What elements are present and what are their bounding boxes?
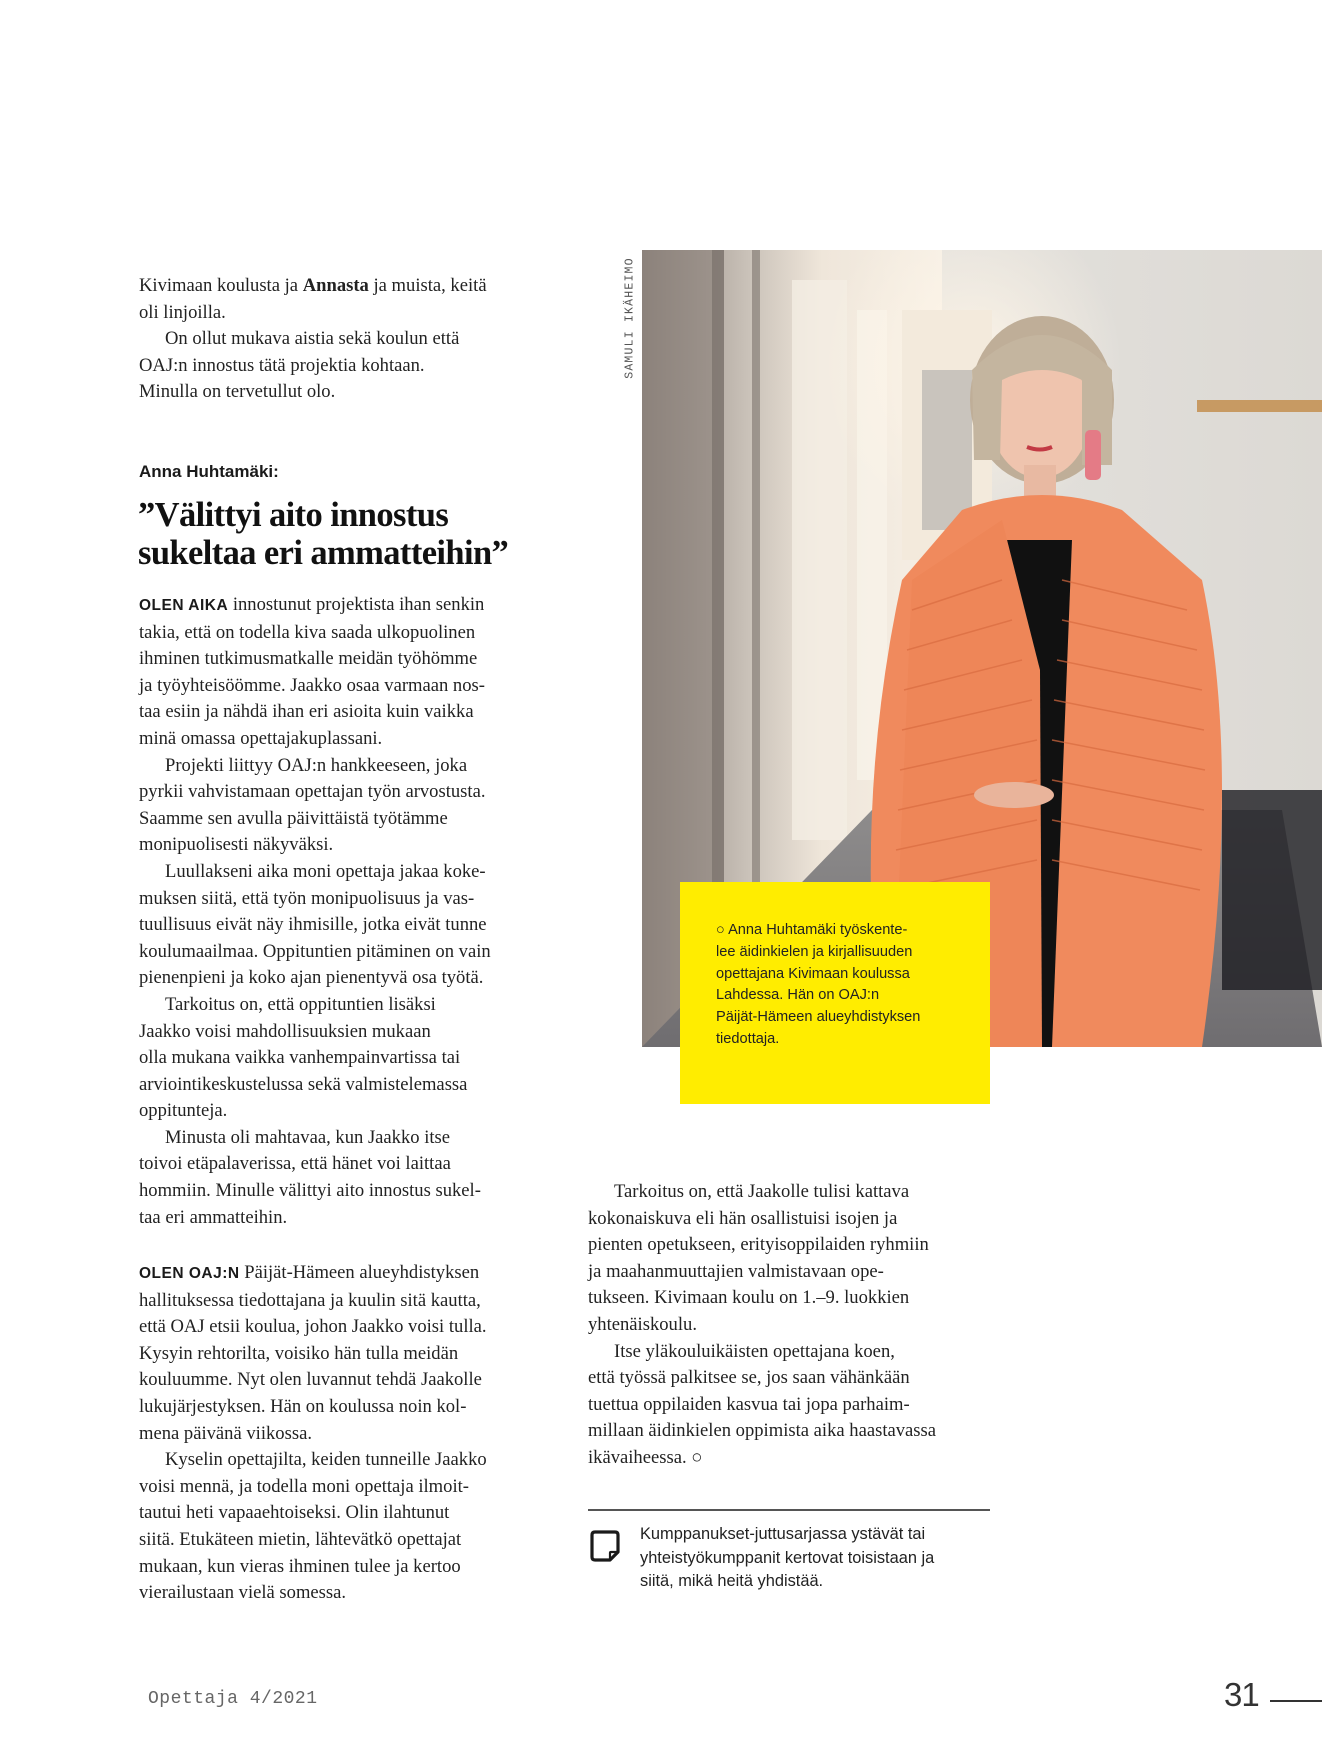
line-text: takia, että on todella kiva saada ulkopuolinen [139, 621, 476, 643]
body-line [588, 1312, 936, 1339]
body-line [139, 832, 491, 859]
line-text: ja maahanmuuttajien valmistavaan ope- [588, 1260, 884, 1282]
line-text: pyrkii vahvistamaan opettajan työn arvostusta. [139, 781, 486, 803]
body-line [588, 1259, 936, 1286]
body-line [588, 1339, 936, 1366]
body-line [139, 1178, 491, 1205]
byline: Anna Huhtamäki: [139, 462, 279, 481]
body-line [139, 1500, 487, 1527]
intro-line: OAJ:n innostus tätä projektia kohtaan. [139, 354, 425, 376]
line-text: lukujärjestyksen. Hän on koulussa noin kol- [139, 1395, 467, 1417]
body-line [139, 1260, 487, 1288]
line-text: monipuolisesti näkyväksi. [139, 834, 334, 856]
body-line [139, 1447, 487, 1474]
section-1-text [139, 592, 491, 1231]
line-text: Jaakko voisi mahdollisuuksien mukaan [139, 1020, 431, 1042]
photo-caption [716, 920, 978, 1051]
intro-line: oli linjoilla. [139, 301, 226, 323]
line-text: vierailustaan vielä somessa. [139, 1582, 347, 1604]
text-span: ja muista, keitä [368, 275, 487, 296]
note-line: siitä, mikä heitä yhdistää. [640, 1572, 824, 1591]
page-number-rule [1270, 1700, 1322, 1702]
body-line [139, 1098, 491, 1125]
caption-line: lee äidinkielen ja kirjallisuuden [716, 943, 913, 960]
body-line [588, 1365, 936, 1392]
body-line [139, 779, 491, 806]
body-line [139, 992, 491, 1019]
body-line [139, 1019, 491, 1046]
body-line [139, 726, 491, 753]
line-text: Saamme sen avulla päivittäistä työtämme [139, 807, 448, 829]
intro-line: Minulla on tervetullut olo. [139, 381, 336, 403]
line-text: oppitunteja. [139, 1100, 228, 1122]
line-text: olla mukana vaikka vanhempainvartissa tai [139, 1047, 461, 1069]
note-icon [590, 1530, 620, 1562]
body-line [588, 1392, 936, 1419]
line-text: Projekti liittyy OAJ:n hankkeeseen, joka [165, 754, 468, 776]
body-line [139, 1341, 487, 1368]
body-line [139, 912, 491, 939]
line-text: arviointikeskustelussa sekä valmistelemassa [139, 1073, 468, 1095]
body-line [139, 1527, 487, 1554]
body-line [139, 1554, 487, 1581]
line-text: että työssä palkitsee se, jos saan vähänkään [588, 1367, 910, 1389]
headline [138, 496, 508, 572]
section-2-text [139, 1260, 487, 1607]
body-line [139, 1205, 491, 1232]
body-line [139, 1072, 491, 1099]
note-line: Kumppanukset-juttusarjassa ystävät tai [640, 1525, 926, 1543]
line-text: siitä. Etukäteen mietin, lähtevätkö opettajat [139, 1528, 462, 1550]
body-line [139, 592, 491, 620]
body-line [588, 1285, 936, 1312]
line-text: taa esiin ja nähdä ihan eri asioita kuin vaikka [139, 701, 474, 723]
line-text: Itse yläkouluikäisten opettajana koen, [614, 1340, 895, 1362]
paragraph-lead: OLEN OAJ:N [139, 1265, 240, 1282]
body-line [139, 1288, 487, 1315]
line-text: ihminen tutkimusmatkalle meidän työhömme [139, 648, 478, 670]
line-text: kouluumme. Nyt olen luvannut tehdä Jaakolle [139, 1369, 482, 1391]
body-line [588, 1232, 936, 1259]
line-text: hommiin. Minulle välittyi aito innostus sukel- [139, 1180, 481, 1202]
body-line [588, 1445, 936, 1472]
line-text: tukseen. Kivimaan koulu on 1.–9. luokkien [588, 1287, 910, 1309]
caption-line: ○ Anna Huhtamäki työskente- [716, 922, 908, 938]
line-text: mukaan, kun vieras ihminen tulee ja kertoo [139, 1555, 461, 1577]
line-text: pienten opetukseen, erityisoppilaiden ryhmiin [588, 1234, 929, 1256]
line-text: taa eri ammatteihin. [139, 1206, 288, 1228]
body-line [139, 699, 491, 726]
line-text: minä omassa opettajakuplassani. [139, 727, 383, 749]
intro-line [139, 273, 487, 300]
line-text: että OAJ etsii koulua, johon Jaakko voisi tulla. [139, 1316, 487, 1338]
body-line [139, 673, 491, 700]
body-line [139, 1421, 487, 1448]
body-line [588, 1418, 936, 1445]
line-text: toivoi etäpalaverissa, että hänet voi laittaa [139, 1153, 451, 1175]
magazine-issue: Opettaja 4/2021 [148, 1689, 318, 1709]
intro-line: On ollut mukava aistia sekä koulun että [165, 328, 460, 350]
body-line [139, 1580, 487, 1607]
line-text: innostunut projektista ihan senkin [228, 594, 485, 615]
photo-credit [622, 250, 638, 385]
series-note [640, 1523, 934, 1594]
body-line [139, 939, 491, 966]
photo-credit-text: SAMULI IKÄHEIMO [623, 256, 637, 379]
body-line [588, 1179, 936, 1206]
line-text: ikävaiheessa. ○ [588, 1446, 703, 1468]
body-line [139, 859, 491, 886]
section-3-text [588, 1179, 936, 1472]
page-number: 31 [1224, 1676, 1259, 1713]
text-span: Kivimaan koulusta ja [139, 275, 303, 296]
bold-name: Annasta [302, 275, 369, 296]
body-line [139, 1045, 491, 1072]
body-line [139, 1394, 487, 1421]
body-line [139, 646, 491, 673]
line-text: Kyselin opettajilta, keiden tunneille Jaakko [165, 1449, 487, 1471]
headline-line: sukeltaa eri ammatteihin” [138, 534, 509, 572]
body-line [139, 886, 491, 913]
line-text: millaan äidinkielen oppimista aika haastavassa [588, 1420, 937, 1442]
body-line [139, 965, 491, 992]
divider [588, 1509, 990, 1511]
body-line [139, 620, 491, 647]
note-line: yhteistyökumppanit kertovat toisistaan ja [640, 1548, 935, 1567]
line-text: tuullisuus eivät näy ihmisille, jotka eivät tunne [139, 914, 487, 936]
line-text: tautui heti vapaaehtoiseksi. Olin ilahtunut [139, 1502, 450, 1524]
line-text: Kysyin rehtorilta, voisiko hän tulla meidän [139, 1342, 459, 1364]
caption-line: tiedottaja. [716, 1030, 780, 1047]
caption-line: Päijät-Hämeen alueyhdistyksen [716, 1009, 921, 1026]
line-text: tuettua oppilaiden kasvua tai jopa parhaim- [588, 1393, 910, 1415]
paragraph-lead: OLEN AIKA [139, 597, 229, 614]
line-text: muksen siitä, että työn monipuolisuus ja vas- [139, 887, 475, 909]
line-text: yhtenäiskoulu. [588, 1313, 697, 1335]
intro-text [139, 273, 487, 406]
body-line [139, 1314, 487, 1341]
line-text: mena päivänä viikossa. [139, 1422, 312, 1444]
line-text: Tarkoitus on, että Jaakolle tulisi kattava [614, 1181, 910, 1202]
line-text: pienenpieni ja koko ajan pienentyvä osa työtä. [139, 967, 484, 989]
line-text: hallituksessa tiedottajana ja kuulin sitä kautta, [139, 1289, 481, 1311]
line-text: ja työyhteisöömme. Jaakko osaa varmaan nos- [139, 674, 485, 696]
line-text: koulumaailmaa. Oppituntien pitäminen on vain [139, 940, 491, 962]
photo-caption-box [680, 882, 990, 1104]
body-line [139, 1367, 487, 1394]
line-text: Tarkoitus on, että oppituntien lisäksi [165, 993, 436, 1015]
caption-line: Lahdessa. Hän on OAJ:n [716, 987, 880, 1004]
body-line [588, 1206, 936, 1233]
line-text: Luullakseni aika moni opettaja jakaa koke- [165, 860, 486, 882]
body-line [139, 1151, 491, 1178]
line-text: kokonaiskuva eli hän osallistuisi isojen ja [588, 1207, 898, 1229]
caption-line: opettajana Kivimaan koulussa [716, 965, 910, 982]
body-line [139, 806, 491, 833]
body-line [139, 753, 491, 780]
line-text: Päijät-Hämeen alueyhdistyksen [239, 1262, 480, 1283]
body-line [139, 1125, 491, 1152]
body-line [139, 1474, 487, 1501]
headline-line: ”Välittyi aito innostus [138, 496, 449, 534]
line-text: voisi mennä, ja todella moni opettaja ilmoit- [139, 1475, 469, 1497]
line-text: Minusta oli mahtavaa, kun Jaakko itse [165, 1126, 451, 1148]
